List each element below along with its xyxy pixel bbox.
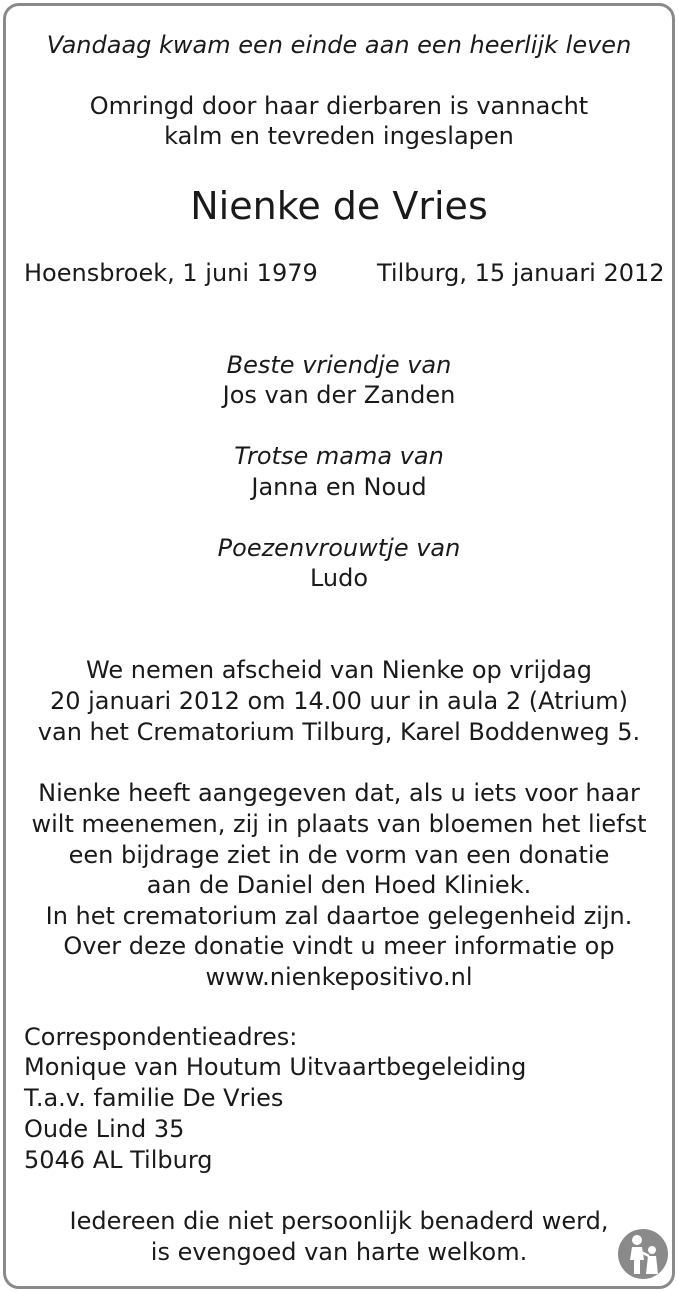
farewell-line: We nemen afscheid van Nienke op vrijdag [86, 656, 592, 684]
relation-role: Beste vriendje van [226, 351, 452, 379]
intro-line-1: Omringd door haar dierbaren is vannacht [89, 92, 589, 120]
motto: Vandaag kwam een einde aan een heerlijk leven [46, 31, 632, 59]
address-line: Monique van Houtum Uitvaartbegeleiding [24, 1053, 527, 1081]
intro-line-2: kalm en tevreden ingeslapen [164, 122, 514, 150]
address-line: T.a.v. familie De Vries [24, 1084, 284, 1112]
donation-line: aan de Daniel den Hoed Kliniek. [146, 871, 532, 899]
farewell-line: 20 januari 2012 om 14.00 uur in aula 2 (Atrium) [49, 687, 629, 715]
address-heading: Correspondentieadres: [24, 1023, 298, 1051]
relation-names: Jos van der Zanden [222, 381, 456, 409]
farewell-line: van het Crematorium Tilburg, Karel Boddenweg 5. [37, 718, 641, 746]
closing-line: Iedereen die niet persoonlijk benaderd werd, [69, 1207, 609, 1235]
donation-line: Over deze donatie vindt u meer informatie op [63, 932, 615, 960]
relation-role: Poezenvrouwtje van [217, 534, 461, 562]
deceased-name: Nienke de Vries [190, 184, 488, 228]
donation-line: wilt meenemen, zij in plaats van bloemen het liefst [31, 810, 647, 838]
relation-names: Ludo [309, 564, 369, 592]
relation-names: Janna en Noud [251, 473, 427, 501]
donation-website: www.nienkepositivo.nl [205, 963, 473, 991]
donation-line: In het crematorium zal daartoe gelegenheid zijn. [45, 902, 633, 930]
relation-role: Trotse mama van [234, 442, 444, 470]
memorial-figure-icon [617, 1228, 669, 1280]
donation-line: Nienke heeft aangegeven dat, als u iets voor haar [38, 779, 640, 807]
closing-line: is evengoed van harte welkom. [150, 1238, 528, 1266]
birth-date: Hoensbroek, 1 juni 1979 [24, 259, 318, 287]
address-line: 5046 AL Tilburg [24, 1146, 213, 1174]
address-line: Oude Lind 35 [24, 1115, 185, 1143]
death-date: Tilburg, 15 januari 2012 [377, 259, 665, 287]
donation-line: een bijdrage ziet in de vorm van een donatie [68, 841, 610, 869]
